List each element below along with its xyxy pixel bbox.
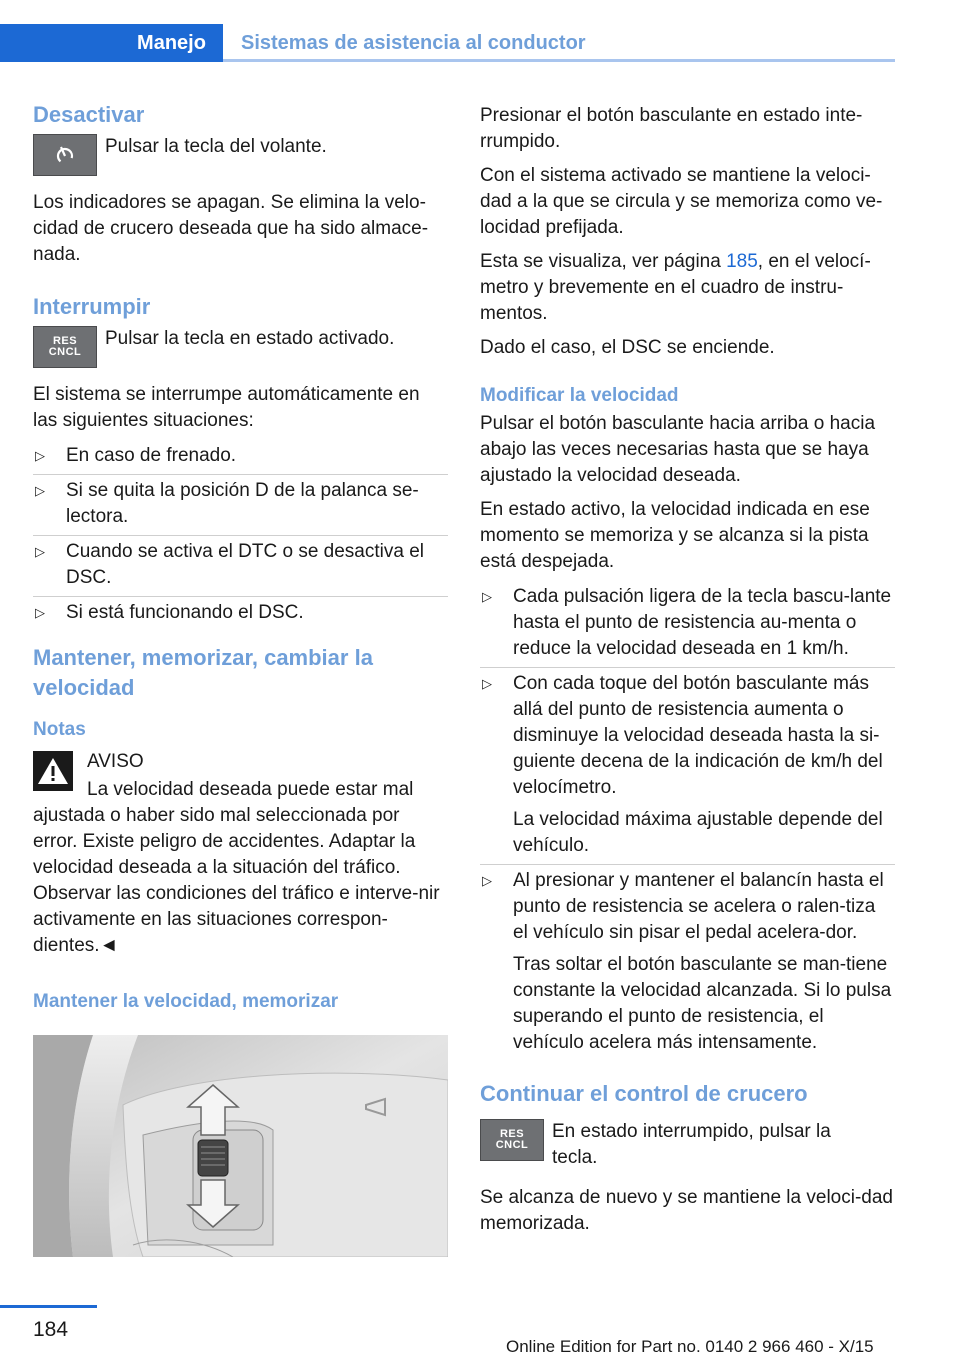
page-link[interactable]: 185 xyxy=(726,251,758,272)
paragraph: Dado el caso, el DSC se enciende. xyxy=(480,337,775,358)
header-accent-bar xyxy=(0,24,120,62)
steering-wheel-image xyxy=(33,1035,448,1257)
desactivar-paragraph: Los indicadores se apagan. Se elimina la velo‐cidad de crucero deseada que ha sido almace‐nada. xyxy=(33,192,429,265)
desactivar-button-row xyxy=(33,134,448,176)
heading-modificar: Modificar la velocidad xyxy=(480,385,679,406)
continuar-button-row xyxy=(480,1119,895,1171)
list-item: ▷ Si se quita la posición D de la palanca se‐lectora. xyxy=(33,475,448,536)
triangle-bullet-icon: ▷ xyxy=(35,605,45,620)
list-item: ▷ Cuando se activa el DTC o se desactiva el DSC. xyxy=(33,536,448,597)
paragraph: Se alcanza de nuevo y se mantiene la veloci‐dad memorizada. xyxy=(480,1187,893,1234)
warning-title: AVISO xyxy=(87,751,144,772)
list-item: ▷ Al presionar y mantener el balancín hasta el punto de resistencia se acelera o ralen‐tiza el vehículo sin pisar el pedal acelera‐dor. Tras soltar el botón basculante se man‐tiene constante la velocidad alcanzada. Si lo pulsa superando el punto de resistencia, el vehículo acelera más intensamente. xyxy=(482,870,892,1053)
triangle-bullet-icon: ▷ xyxy=(35,544,45,559)
heading-continuar: Continuar el control de crucero xyxy=(480,1081,808,1106)
right-column xyxy=(480,103,895,1237)
header-section[interactable]: Manejo xyxy=(120,24,223,62)
triangle-bullet-icon: ▷ xyxy=(482,676,492,691)
heading-desactivar: Desactivar xyxy=(33,102,145,127)
list-item: ▷ Con cada toque del botón basculante más allá del punto de resistencia aumenta o disminuye la velocidad deseada hasta la si‐guiente decena de la indicación de km/h del velocímetro. La velocidad máxima ajustable depende del vehículo. xyxy=(480,668,895,865)
paragraph: Presionar el botón basculante en estado inte‐rrumpido. xyxy=(480,105,863,152)
heading-mantener: Mantener, memorizar, cambiar la velocidad xyxy=(33,645,373,700)
paragraph: En estado activo, la velocidad indicada en ese momento se memoriza y se alcanza si la pista está despejada. xyxy=(480,499,870,572)
list-item: ▷ En caso de frenado. xyxy=(33,440,448,475)
desactivar-instruction: Pulsar la tecla del volante. xyxy=(105,136,327,157)
res-cncl-icon: RES CNCL xyxy=(33,326,97,368)
triangle-bullet-icon: ▷ xyxy=(482,873,492,888)
paragraph: Pulsar el botón basculante hacia arriba o hacia abajo las veces necesarias hasta que se haya ajustado la velocidad deseada. xyxy=(480,413,876,486)
page-header xyxy=(0,24,895,62)
cruise-control-icon xyxy=(33,134,97,176)
interrupt-list xyxy=(33,440,448,631)
interrumpir-instruction: Pulsar la tecla en estado activado. xyxy=(105,328,395,349)
left-column xyxy=(33,100,448,1015)
warning-icon xyxy=(33,751,73,791)
heading-interrumpir: Interrumpir xyxy=(33,294,151,319)
list-item: ▷ Cada pulsación ligera de la tecla bascu‐lante hasta el punto de resistencia au‐menta o reduce la velocidad deseada en 1 km/h. xyxy=(480,581,895,668)
page-number: 184 xyxy=(33,1318,69,1341)
triangle-bullet-icon: ▷ xyxy=(35,448,45,463)
footer-rule xyxy=(0,1305,97,1308)
interrumpir-button-row xyxy=(33,326,448,368)
paragraph: Esta se visualiza, ver página 185, en el velocí‐metro y brevemente en el cuadro de instru‐mentos. xyxy=(480,251,871,324)
paragraph: Con el sistema activado se mantiene la veloci‐dad a la que se circula y se memoriza como ve‐locidad prefijada. xyxy=(480,165,883,238)
edition-note: Online Edition for Part no. 0140 2 966 460 - X/15 xyxy=(506,1337,874,1356)
header-rule xyxy=(223,59,895,62)
res-cncl-icon: RES CNCL xyxy=(480,1119,544,1161)
interrumpir-paragraph: El sistema se interrumpe automáticamente en las siguientes situaciones: xyxy=(33,384,420,431)
header-chapter[interactable]: Sistemas de asistencia al conductor xyxy=(241,32,586,54)
heading-notas: Notas xyxy=(33,719,86,740)
speed-list xyxy=(480,581,895,1061)
warning-text: La velocidad deseada puede estar mal ajustada o haber sido mal seleccionada por error. Existe peligro de accidentes. Adaptar la velocidad deseada a la situación del tráfico. Observar las condiciones del tráfico e interve‐nir activamente en las situaciones correspon‐dientes.◄ xyxy=(33,779,440,956)
continuar-instruction: En estado interrumpido, pulsar la tecla. xyxy=(552,1121,831,1168)
list-item: ▷ Si está funcionando el DSC. xyxy=(33,597,448,631)
triangle-bullet-icon: ▷ xyxy=(35,483,45,498)
heading-mantener-velocidad: Mantener la velocidad, memorizar xyxy=(33,991,339,1012)
triangle-bullet-icon: ▷ xyxy=(482,589,492,604)
